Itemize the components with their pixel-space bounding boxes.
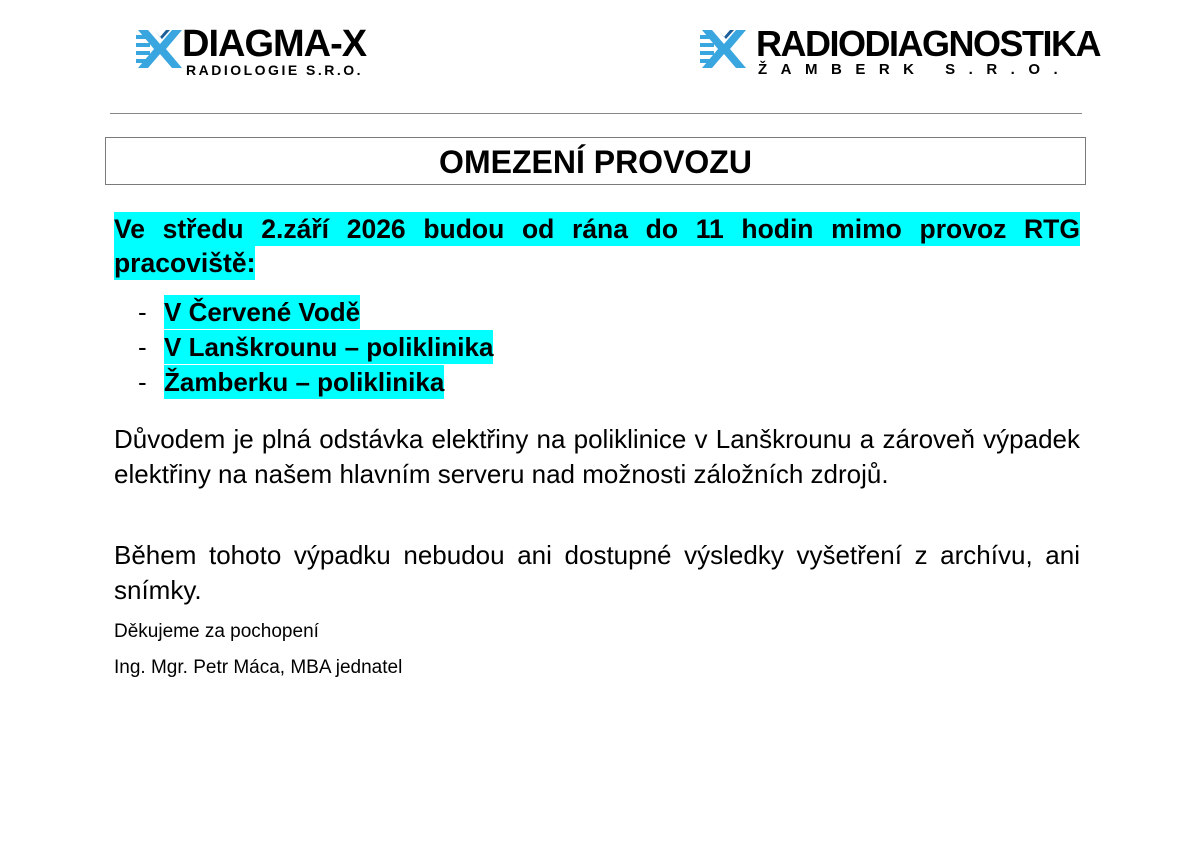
bullet-dash: - — [138, 332, 147, 362]
logo-diagma-x — [136, 22, 376, 78]
notice-lead — [114, 212, 1080, 280]
location-name: V Červené Vodě — [164, 297, 361, 327]
location-name: V Lanškrounu – poliklinika — [164, 332, 494, 362]
x-ray-cross-icon — [700, 26, 748, 74]
logo-subtitle: ŽAMBERK S.R.O. — [758, 61, 1072, 78]
bullet-dash: - — [138, 297, 147, 327]
location-name: Žamberku – poliklinika — [164, 367, 445, 397]
list-item — [138, 295, 493, 330]
logo-radiodiagnostika — [700, 22, 1100, 78]
list-item — [138, 330, 493, 365]
logo-name: RADIODIAGNOSTIKA — [756, 23, 1100, 64]
notice-lead-text: Ve středu 2.září 2026 budou od rána do 11 hodin mimo provoz RTG pracoviště: — [114, 214, 1080, 278]
signature-line: Ing. Mgr. Petr Máca, MBA jednatel — [114, 657, 403, 678]
header-divider — [110, 113, 1082, 114]
reason-paragraph: Důvodem je plná odstávka elektřiny na poliklinice v Lanškrounu a zároveň výpadek elektřiny na našem hlavním serveru nad možnosti záložních zdrojů. — [114, 424, 1080, 489]
x-ray-cross-icon — [136, 26, 184, 74]
location-list — [138, 295, 493, 400]
bullet-dash: - — [138, 367, 147, 397]
outage-paragraph: Během tohoto výpadku nebudou ani dostupné výsledky vyšetření z archívu, ani snímky. — [114, 540, 1080, 605]
logo-name: DIAGMA-X — [182, 23, 367, 65]
thanks-line: Děkujeme za pochopení — [114, 621, 319, 642]
logo-subtitle: RADIOLOGIE S.R.O. — [186, 62, 364, 78]
list-item — [138, 365, 493, 400]
notice-title: OMEZENÍ PROVOZU — [105, 137, 1086, 185]
